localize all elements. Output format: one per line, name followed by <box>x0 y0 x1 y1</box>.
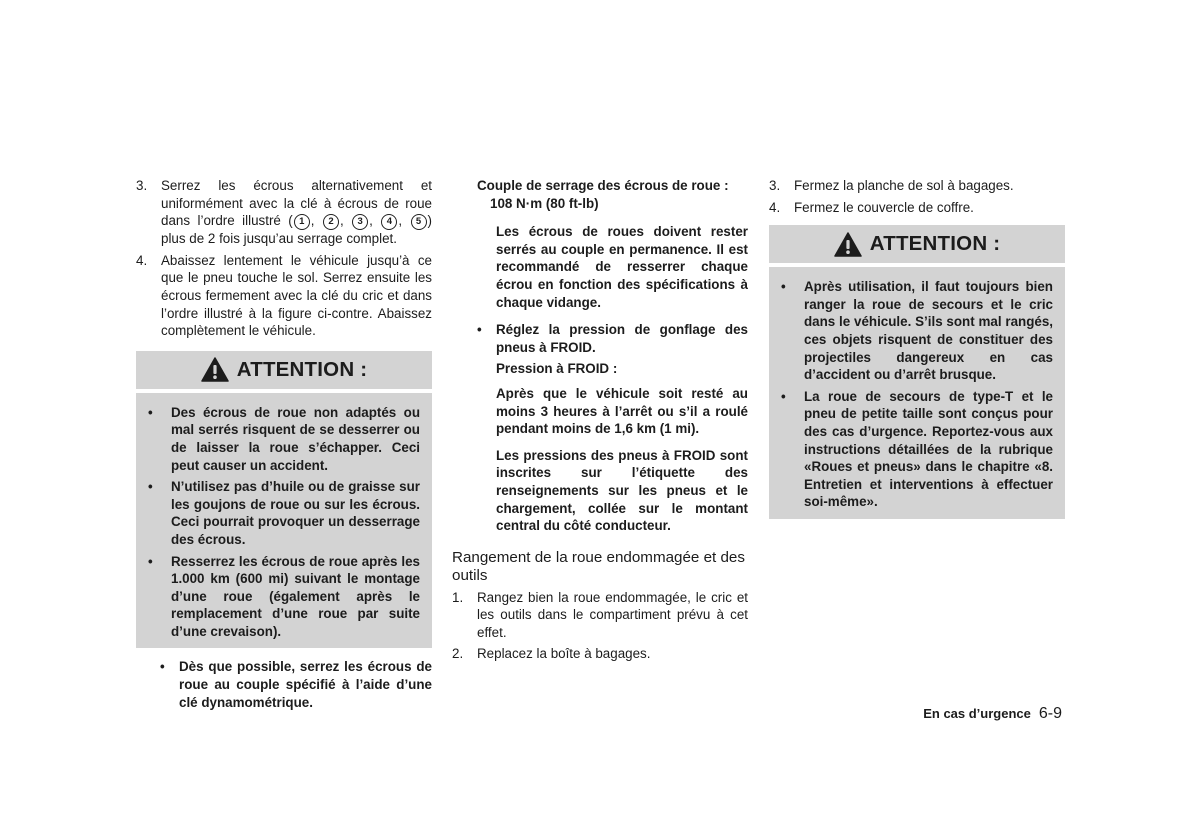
caution-item-text: La roue de secours de type-T et le pneu de petite taille sont conçus pour des cas d’urgence. Reportez-vous aux instructions détaillées de la rubrique «Roues et pneus» dans le chapitre «8. Entretien et interventions à effectuer soi-même». <box>804 388 1053 510</box>
pressure-heading: Pression à FROID : <box>496 361 618 377</box>
caution-title: ATTENTION : <box>236 357 368 381</box>
storage-steps <box>452 589 748 663</box>
step-3-close-floor <box>769 177 1065 195</box>
step-number: 2. <box>452 646 464 662</box>
step-4-lower-vehicle <box>136 252 432 340</box>
caution-title: ATTENTION : <box>869 232 1001 256</box>
step-text: Rangez bien la roue endommagée, le cric et les outils dans le compartiment prévu à cet effet. <box>477 589 748 640</box>
pressure-bullet-text: Réglez la pression de gonflage des pneus à FROID. <box>496 322 748 355</box>
page-number: 6-9 <box>1038 705 1062 722</box>
step-text: Abaissez lentement le véhicule jusqu’à ce que le pneu touche le sol. Serrez ensuite les écrous fermement avec la clé du cric et dans l’ordre illustré à la figure ci-contre. Abaissez complètement le véhicule. <box>161 252 432 339</box>
pressure-bullet <box>452 321 748 356</box>
bullet-icon: • <box>477 322 482 338</box>
step-text-before: Serrez les écrous alternativement et uniformément avec la clé à écrous de roue dans l’ordre illustré ( <box>161 178 432 229</box>
caution-item-text: Des écrous de roue non adaptés ou mal serrés risquent de se desserrer ou de laisser la roue s’échapper. Ceci peut causer un accident. <box>171 404 420 473</box>
bullet-icon: • <box>148 553 153 569</box>
torque-note: Les écrous de roues doivent rester serrés au couple en permanence. Il est recommandé de resserrer chaque écrou en fonction des spécifications à chaque vidange. <box>496 224 748 310</box>
caution-heading-right <box>769 225 1065 263</box>
caution-body-right <box>769 267 1065 519</box>
step-number: 4. <box>769 199 781 215</box>
page-footer <box>900 705 1062 723</box>
step-number: 4. <box>136 252 148 268</box>
bullet-icon: • <box>160 659 165 675</box>
circled-number-3: 3 <box>352 214 368 230</box>
pressure-paragraph-1: Après que le véhicule soit resté au moins 3 heures à l’arrêt ou s’il a roulé pendant moins de 1,6 km (1 mi). <box>496 385 748 437</box>
circled-number-1: 1 <box>294 214 310 230</box>
step-number: 1. <box>452 589 464 605</box>
right-column <box>769 177 1065 519</box>
caution-item <box>781 388 1053 511</box>
section-title: Rangement de la roue endommagée et des outils <box>452 548 745 584</box>
footer-section-name: En cas d’urgence <box>923 706 1031 721</box>
step-3-tighten: 3. Serrez les écrous alternativement et uniformément avec la clé à écrous de roue dans l’ordre illustré ( 1 , 2 , 3 , 4 , 5 ) plus de 2 fois jusqu’au serrage complet. <box>136 178 432 247</box>
caution-item-text: N’utilisez pas d’huile ou de graisse sur les goujons de roue ou sur les écrous. Ceci pourrait provoquer un desserrage des écrous. <box>171 479 420 547</box>
torque-reminder-text: Dès que possible, serrez les écrous de roue au couple spécifié à l’aide d’une clé dynamométrique. <box>179 659 432 710</box>
bullet-icon: • <box>781 388 786 404</box>
tightening-steps <box>136 177 432 340</box>
caution-item-text: Resserrez les écrous de roue après les 1.000 km (600 mi) suivant le montage d’une roue (également après le remplacement d’une roue par suite d’une crevaison). <box>171 553 420 639</box>
step-text: Fermez le couvercle de coffre. <box>794 199 974 215</box>
step-text-after: ) plus de 2 fois jusqu’au serrage complet. <box>161 213 432 247</box>
caution-body-left <box>136 393 432 649</box>
bullet-icon: • <box>781 279 786 295</box>
caution-item <box>148 404 420 474</box>
step-number: 3. <box>136 178 148 193</box>
caution-heading-left <box>136 351 432 389</box>
pressure-paragraph-2: Les pressions des pneus à FROID sont inscrites sur l’étiquette des renseignements sur les pneus et le chargement, collée sur le montant central du côté conducteur. <box>496 447 748 534</box>
warning-triangle-icon <box>201 357 229 382</box>
step-text: Fermez la planche de sol à bagages. <box>794 178 1014 193</box>
circled-number-5: 5 <box>411 214 427 230</box>
middle-column <box>452 177 748 667</box>
left-column <box>136 177 432 715</box>
warning-triangle-icon <box>834 232 862 257</box>
closing-steps <box>769 177 1065 216</box>
step-number: 3. <box>769 178 781 193</box>
circled-number-4: 4 <box>381 214 397 230</box>
step-1-store-wheel <box>452 589 748 642</box>
caution-item <box>781 278 1053 384</box>
torque-heading: Couple de serrage des écrous de roue : <box>477 178 729 193</box>
torque-reminder-item <box>160 658 432 711</box>
step-4-close-trunk <box>769 199 1065 217</box>
bullet-icon: • <box>148 479 153 495</box>
step-text: Replacez la boîte à bagages. <box>477 646 651 662</box>
bullet-icon: • <box>148 404 153 420</box>
caution-item <box>148 478 420 548</box>
circled-number-2: 2 <box>323 214 339 230</box>
caution-item <box>148 553 420 641</box>
torque-value: 108 N·m (80 ft-lb) <box>490 195 599 211</box>
caution-item-text: Après utilisation, il faut toujours bien ranger la roue de secours et le cric dans le véhicule. S’ils sont mal rangés, ces objets risquent de constituer des projectiles dangereux en cas d’accident ou d’arrêt brusque. <box>804 279 1053 383</box>
step-2-replace-box <box>452 645 748 663</box>
